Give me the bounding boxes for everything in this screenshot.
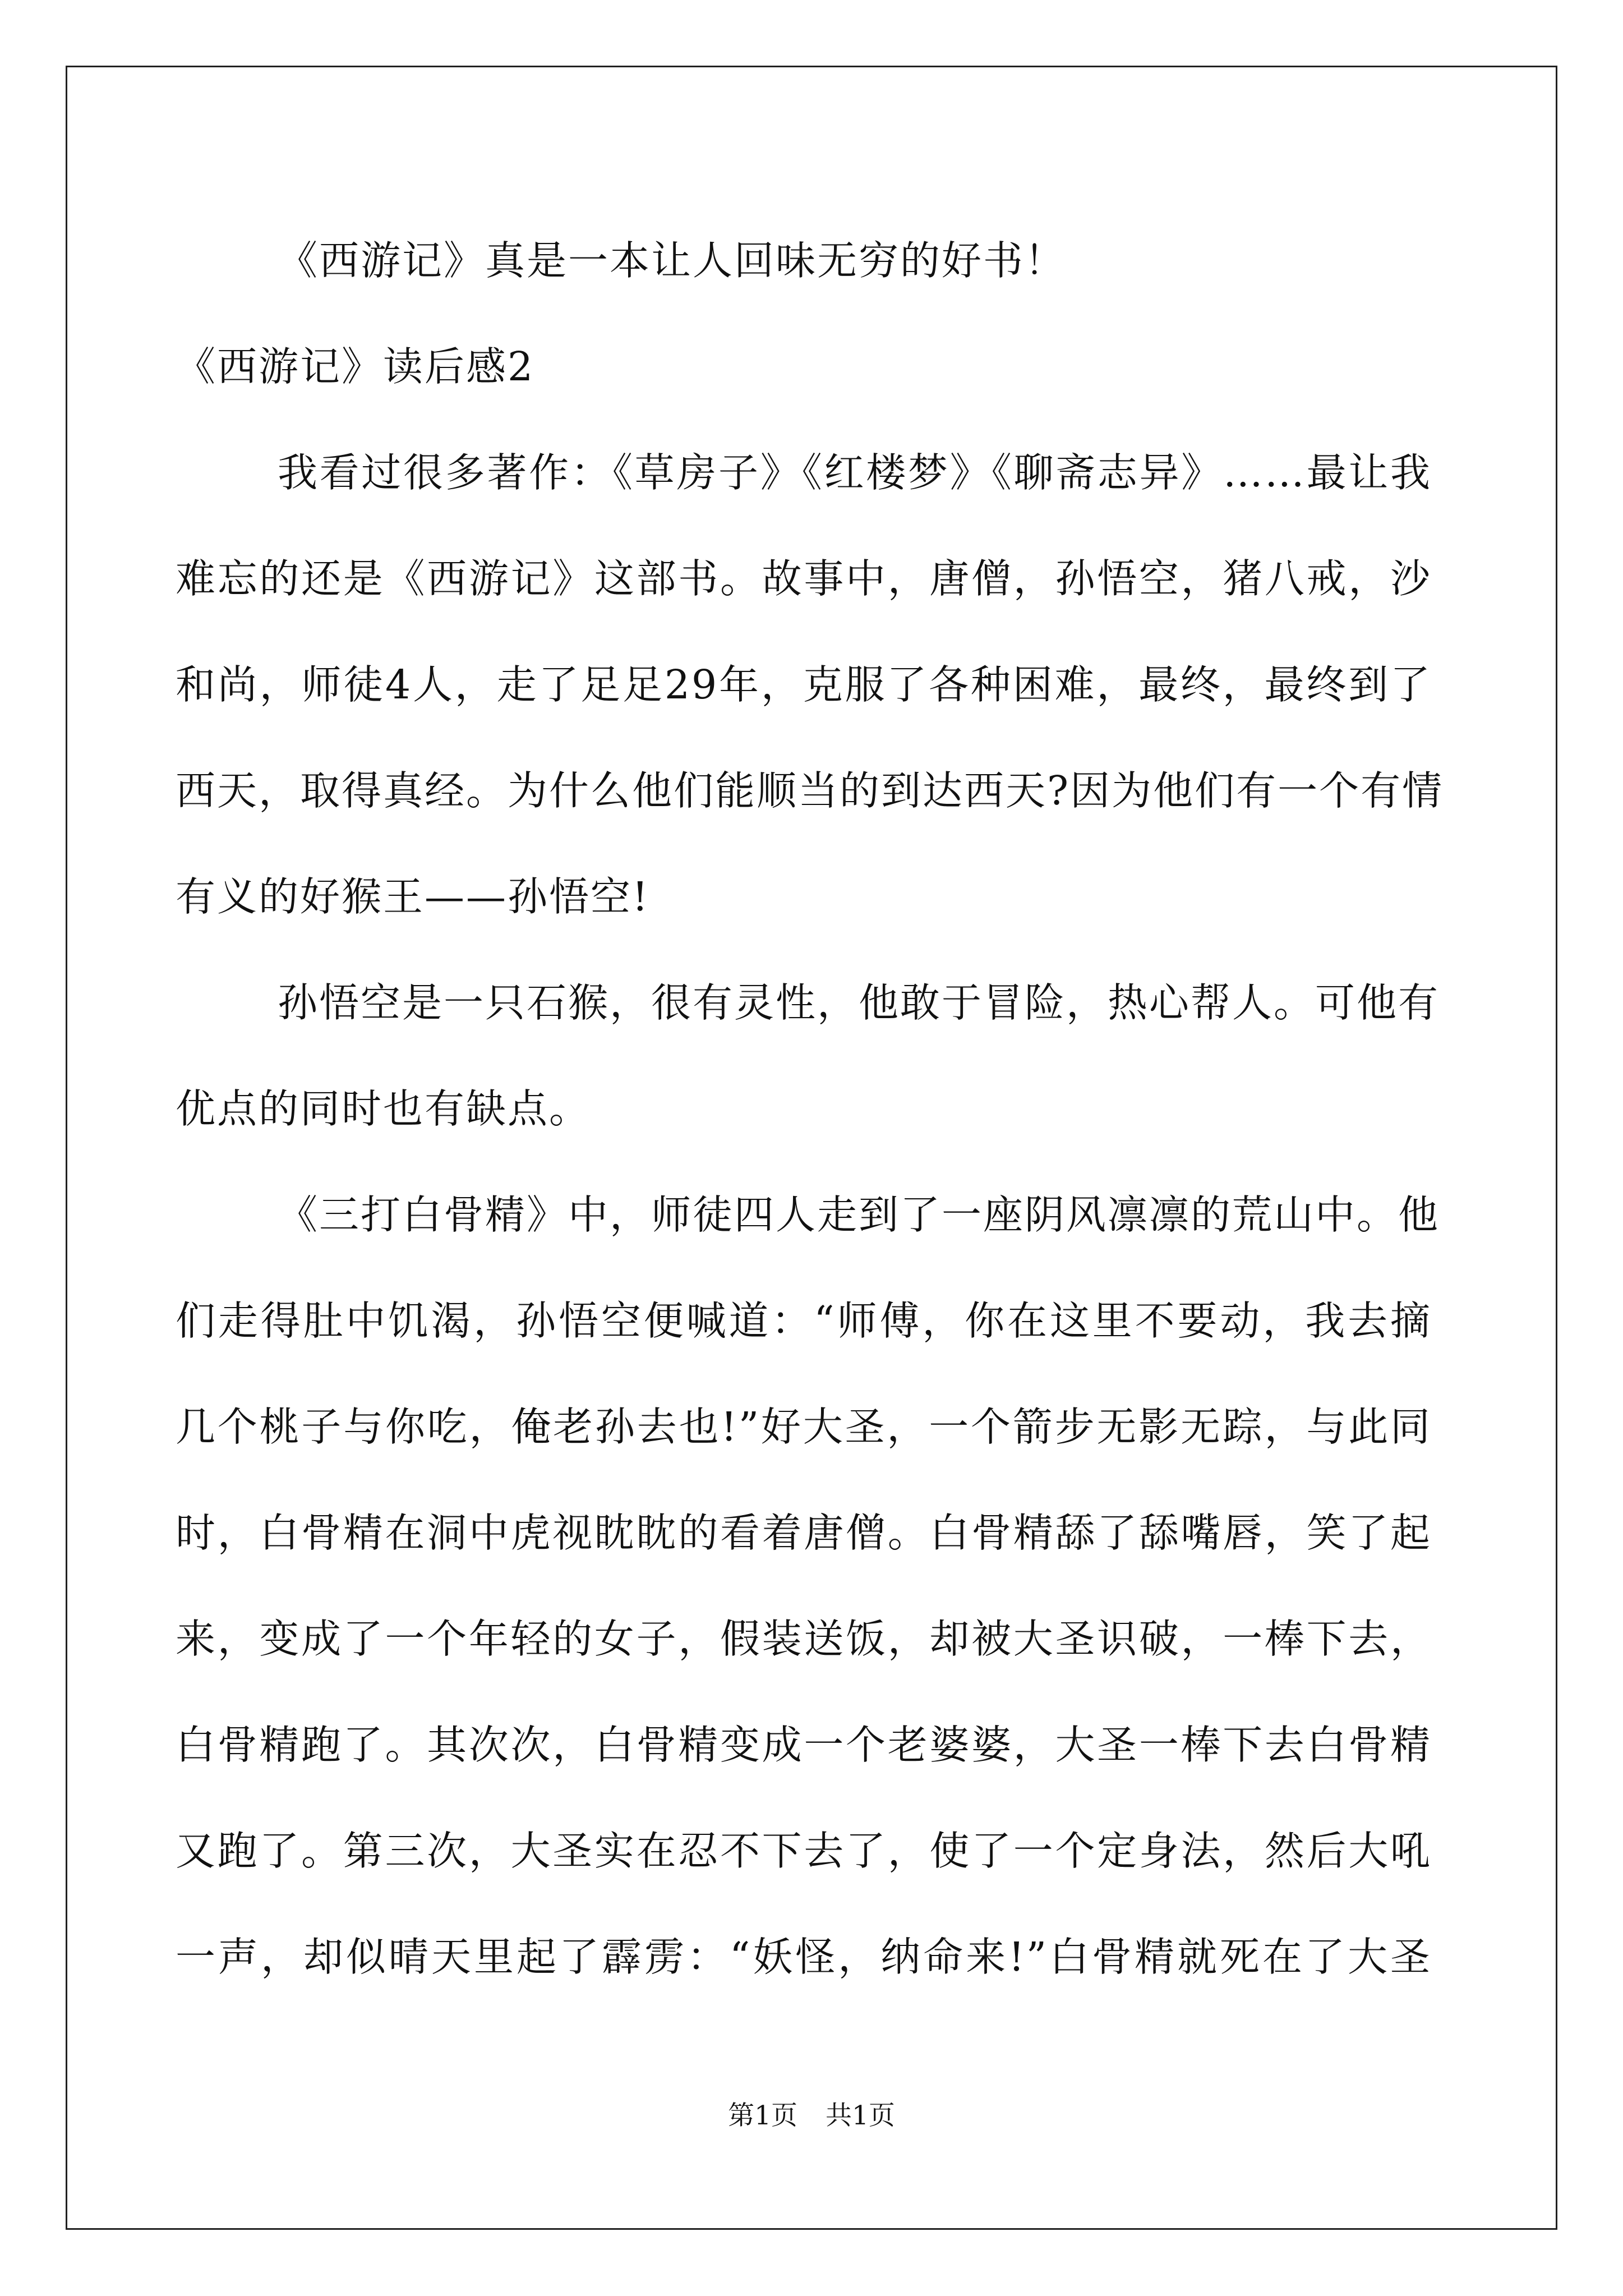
- paragraph-line: 几个桃子与你吃，俺老孙去也!”好大圣，一个箭步无影无踪，与此同: [176, 1404, 1432, 1450]
- paragraph-line: 西天，取得真经。为什么他们能顺当的到达西天?因为他们有一个有情: [176, 767, 1444, 814]
- paragraph-line: 我看过很多著作：《草房子》《红楼梦》《聊斋志异》……最让我: [278, 449, 1432, 496]
- page-total: 共1页: [826, 2100, 895, 2131]
- paragraph-closing-line: 《西游记》真是一本让人回味无穷的好书！: [278, 237, 1067, 284]
- paragraph-line: 来，变成了一个年轻的女子，假装送饭，却被大圣识破，一棒下去，: [176, 1616, 1432, 1662]
- paragraph-line: 和尚，师徒4人，走了足足29年，克服了各种困难，最终，最终到了: [176, 661, 1432, 708]
- page-footer: [0, 2099, 1623, 2133]
- paragraph-line: 又跑了。第三次，大圣实在忍不下去了，使了一个定身法，然后大吼: [176, 1828, 1432, 1874]
- paragraph-line: 优点的同时也有缺点。: [176, 1085, 591, 1132]
- paragraph-line: 白骨精跑了。其次次，白骨精变成一个老婆婆，大圣一棒下去白骨精: [176, 1722, 1432, 1768]
- document-body: [176, 208, 1444, 2010]
- paragraph-line: 《三打白骨精》中，师徒四人走到了一座阴风凛凛的荒山中。他: [278, 1191, 1440, 1238]
- paragraph-line: 有义的好猴王——孙悟空!: [176, 873, 650, 920]
- paragraph-line: 孙悟空是一只石猴，很有灵性，他敢于冒险，热心帮人。可他有: [278, 979, 1440, 1026]
- section-heading: 《西游记》读后感2: [176, 343, 535, 390]
- paragraph-line: 一声，却似晴天里起了霹雳：“妖怪，纳命来!”白骨精就死在了大圣: [176, 1934, 1432, 1980]
- paragraph-line: 们走得肚中饥渴，孙悟空便喊道：“师傅，你在这里不要动，我去摘: [176, 1297, 1432, 1344]
- page-number: 第1页: [728, 2100, 797, 2131]
- paragraph-line: 难忘的还是《西游记》这部书。故事中，唐僧，孙悟空，猪八戒，沙: [176, 555, 1432, 602]
- paragraph-line: 时，白骨精在洞中虎视眈眈的看着唐僧。白骨精舔了舔嘴唇，笑了起: [176, 1510, 1432, 1556]
